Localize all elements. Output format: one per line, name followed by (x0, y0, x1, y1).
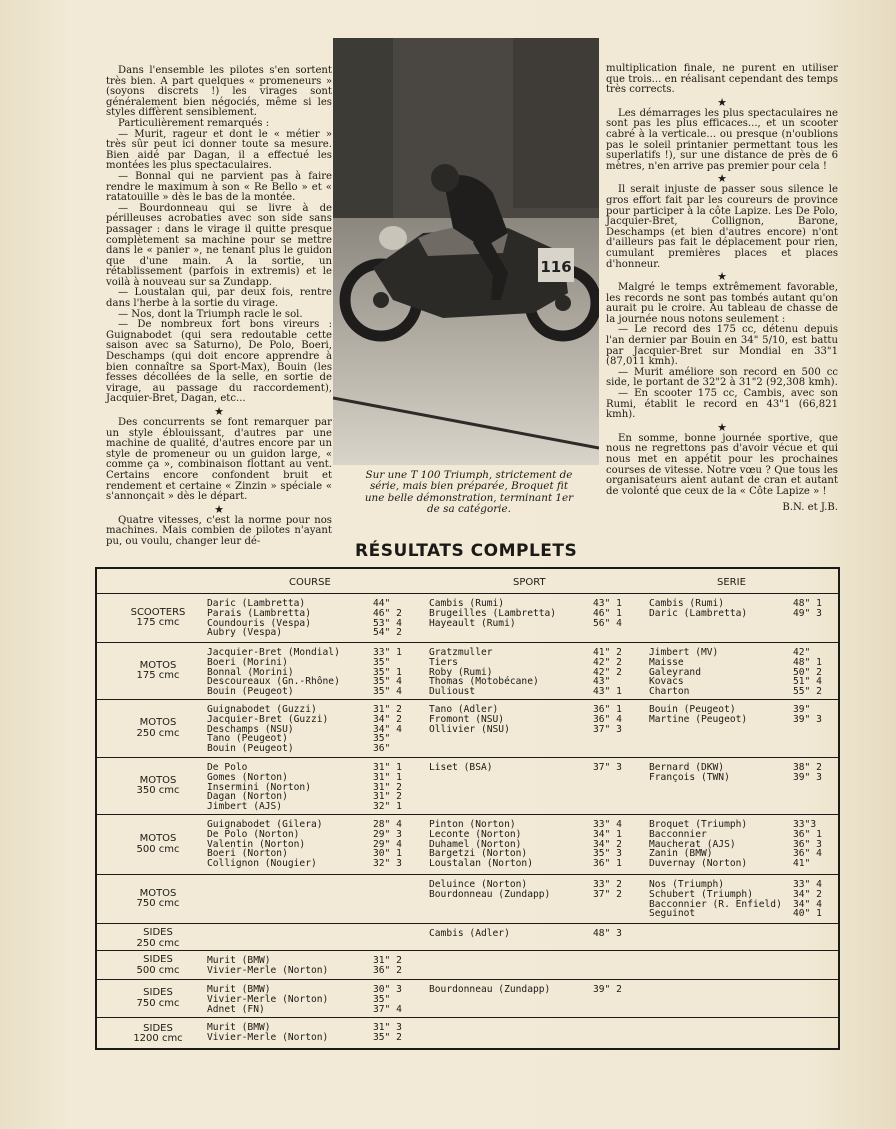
course-names: Murit (BMW) Vivier-Merle (Norton) (207, 1022, 329, 1043)
serie-times: 38" 2 39" 3 (793, 762, 822, 783)
sport-times: 37" 3 (593, 762, 622, 773)
serie-times: 33" 4 34" 2 34" 4 40" 1 (793, 879, 822, 920)
results-row (97, 979, 838, 1018)
sport-times: 33" 4 34" 1 34" 2 35" 3 36" 1 (593, 819, 622, 870)
sport-names: Liset (BSA) (429, 762, 493, 773)
course-names: Guignabodet (Guzzi) Jacquier-Bret (Guzzi) Deschamps (NSU) Tano (Peugeot) Bouin (Peugeot) (207, 704, 329, 755)
paragraph: Des concurrents se font remarquer par un style éblouissant, d'autres par une machine de qualité, d'autres encore par un style de promeneur ou un guidon large, « comme ça », combinaison flottant au vent. Certains encore confondent bruit et rendement et certaine « Zinzin » spéciale « s'annonçait » dès le départ. (106, 417, 332, 503)
results-table (95, 567, 840, 1050)
paragraph: — Bonnal qui ne parvient pas à faire rendre le maximum à son « Re Bello » et « ratatouille » dès le bas de la montée. (106, 170, 332, 204)
serie-names: Nos (Triumph) Schubert (Triumph) Bacconnier (R. Enfield) Seguinot (649, 879, 782, 920)
course-names: Guignabodet (Gilera) De Polo (Norton) Valentin (Norton) Boeri (Norton) Collignon (Nougier) (207, 819, 323, 870)
course-times: 31" 2 34" 2 34" 4 35" 36" (373, 704, 402, 755)
results-row (97, 950, 838, 980)
star-separator: ★ (717, 95, 727, 109)
course-times: 28" 4 29" 3 29" 4 30" 1 32" 3 (373, 819, 402, 870)
serie-times: 42" 48" 1 50" 2 51" 4 55" 2 (793, 647, 822, 698)
results-row (97, 642, 838, 700)
header-course: COURSE (289, 577, 331, 588)
sport-times: 39" 2 (593, 984, 622, 995)
course-names: De Polo Gomes (Norton) Insermini (Norton) Dagan (Norton) Jimbert (AJS) (207, 762, 311, 813)
results-row (97, 923, 838, 951)
paragraph: — De nombreux fort bons vireurs : Guignabodet (qui sera redoutable cette saison avec sa Saturno), De Polo, Boeri, Deschamps (qui doit encore apprendre à bien connaître sa Sport-Max), Bouin (les fesses décollées de la selle, en sortie de virage, au passage du raccordement), Jacquier-Bret, Dagan, etc... (106, 319, 332, 405)
sport-names: Cambis (Adler) (429, 928, 510, 939)
photo-caption: Sur une T 100 Triumph, strictement de série, mais bien préparée, Broquet fit une belle démonstration, terminant 1er de sa catégorie. (364, 469, 574, 516)
serie-times: 48" 1 49" 3 (793, 598, 822, 619)
article-right-column (606, 64, 838, 514)
paragraph: Malgré le temps extrêmement favorable, les records ne sont pas tombés autant qu'on aurait pu le croire. Au tableau de chasse de la journée nous notons seulement : (606, 282, 838, 325)
category-label: MOTOS 350 cmc (136, 774, 180, 796)
course-names: Murit (BMW) Vivier-Merle (Norton) Adnet (FN) (207, 984, 329, 1015)
course-times: 30" 3 35" 37" 4 (373, 984, 402, 1015)
motorcycle-photo (333, 38, 599, 465)
serie-times: 33"3 36" 1 36" 3 36" 4 41" (793, 819, 822, 870)
paragraph: — En scooter 175 cc, Cambis, avec son Rumi, établit le record en 43"1 (66,821 kmh). (606, 388, 838, 421)
paragraph: Les démarrages les plus spectaculaires ne sont pas les plus efficaces..., et un scooter cabré à la verticale... ou presque (n'oublions pas le soleil printanier permettant tous les superlatifs !), sur une distance de près de 6 mètres, n'en arrive pas premier pour cela ! (606, 107, 838, 172)
results-row (97, 593, 838, 643)
results-row (97, 699, 838, 758)
results-row (97, 874, 838, 924)
course-times: 33" 1 35" 35" 1 35" 4 35" 4 (373, 647, 402, 698)
paragraph: — Le record des 175 cc, détenu depuis l'an dernier par Bouin en 34" 5/10, est battu par Jacquier-Bret sur Mondial en 33"1 (87,011 kmh). (606, 324, 838, 368)
serie-names: Cambis (Rumi) Daric (Lambretta) (649, 598, 748, 619)
paragraph: En somme, bonne journée sportive, que nous ne regrettons pas d'avoir vécue et qui nous met en appétit pour les prochaines courses de vitesse. Notre vœu ? Que tous les organisateurs aient autant de cran et autant de volonté que ceux de la « Côte Lapize » ! (606, 432, 838, 497)
star-separator: ★ (214, 502, 224, 516)
category-label: SIDES 1200 cmc (133, 1022, 183, 1044)
motorcycle-illustration (333, 38, 599, 465)
course-times: 31" 2 36" 2 (373, 955, 402, 976)
paragraph: — Loustalan qui, par deux fois, rentre dans l'herbe à la sortie du virage. (106, 287, 332, 310)
paragraph: Quatre vitesses, c'est la norme pour nos machines. Mais combien de pilotes n'ayant pu, ou voulu, changer leur dé- (106, 514, 332, 547)
sport-names: Deluince (Norton) Bourdonneau (Zundapp) (429, 879, 551, 900)
star-separator: ★ (717, 270, 727, 284)
category-label: SIDES 500 cmc (136, 954, 180, 976)
serie-names: Bouin (Peugeot) Martine (Peugeot) (649, 704, 748, 725)
course-times: 31" 3 35" 2 (373, 1022, 402, 1043)
results-row (97, 757, 838, 815)
sport-times: 48" 3 (593, 928, 622, 939)
sport-names: Tano (Adler) Fromont (NSU) Ollivier (NSU) (429, 704, 510, 735)
serie-times: 39" 39" 3 (793, 704, 822, 725)
category-label: MOTOS 750 cmc (136, 887, 180, 909)
header-serie: SERIE (717, 577, 746, 588)
category-label: SIDES 750 cmc (136, 987, 180, 1009)
sport-names: Cambis (Rumi) Brugeilles (Lambretta) Hayeault (Rumi) (429, 598, 557, 629)
course-names: Daric (Lambretta) Parais (Lambretta) Coundouris (Vespa) Aubry (Vespa) (207, 598, 311, 639)
paragraph: Dans l'ensemble les pilotes s'en sortent très bien. A part quelques « promeneurs » (soyons discrets !) les virages sont généralement bien négociés, même si les styles diffèrent sensiblement. (106, 65, 332, 119)
course-times: 31" 1 31" 1 31" 2 31" 2 32" 1 (373, 762, 402, 813)
category-label: MOTOS 500 cmc (136, 833, 180, 855)
sport-names: Pinton (Norton) Leconte (Norton) Duhamel (Norton) Bargetzi (Norton) Loustalan (Norton) (429, 819, 533, 870)
sport-names: Bourdonneau (Zundapp) (429, 984, 551, 995)
sport-times: 41" 2 42" 2 42" 2 43" 43" 1 (593, 647, 622, 698)
paragraph: Il serait injuste de passer sous silence le gros effort fait par les coureurs de province pour participer à la côte Lapize. Les De Polo, Jacquier-Bret, Collignon, Barone, Deschamps (et bien d'autres encore) n'ont d'ailleurs pas fait le déplacement pour rien, cumulant premières places et places d'honneur. (606, 184, 838, 270)
category-label: MOTOS 175 cmc (136, 659, 180, 681)
star-separator: ★ (717, 420, 727, 434)
sport-times: 43" 1 46" 1 56" 4 (593, 598, 622, 629)
race-number: 116 (540, 258, 572, 276)
star-separator: ★ (214, 405, 224, 418)
paragraph: — Murit, rageur et dont le « métier » très sûr peut ici donner toute sa mesure. Bien aidé par Dagan, il a effectué les montées les plus spectaculaires. (106, 128, 332, 172)
author-signature: B.N. et J.B. (782, 502, 838, 514)
sport-times: 33" 2 37" 2 (593, 879, 622, 900)
star-separator: ★ (717, 172, 727, 186)
paragraph: Particulièrement remarqués : (118, 117, 270, 129)
serie-names: Jimbert (MV) Maisse Galeyrand Kovacs Charton (649, 647, 719, 698)
header-sport: SPORT (513, 577, 546, 588)
results-row (97, 1017, 838, 1051)
category-label: SCOOTERS 175 cmc (130, 606, 186, 628)
paragraph: multiplication finale, ne purent en utiliser que trois... en réalisant cependant des temps très corrects. (606, 63, 838, 96)
category-label: SIDES 250 cmc (136, 927, 180, 949)
category-label: MOTOS 250 cmc (136, 717, 180, 739)
serie-names: Bernard (DKW) François (TWN) (649, 762, 730, 783)
course-times: 44" 46" 2 53" 4 54" 2 (373, 598, 402, 639)
course-names: Murit (BMW) Vivier-Merle (Norton) (207, 955, 329, 976)
paragraph: — Murit améliore son record en 500 cc side, le portant de 32"2 à 31"2 (92,308 kmh). (606, 366, 838, 389)
sport-times: 36" 1 36" 4 37" 3 (593, 704, 622, 735)
paragraph: — Bourdonneau qui se livre à de périlleuses acrobaties avec son side sans passager : dans le virage il quitte presque complètement sa machine pour se mettre dans le « panier », ne tenant plus le guidon que d'une main. A la sortie, un rétablissement (parfois in extremis) et le voilà à nouveau sur sa Zundapp. (106, 202, 332, 288)
course-names: Jacquier-Bret (Mondial) Boeri (Morini) Bonnal (Morini) Descoureaux (Gn.-Rhône) Bouin (Peugeot) (207, 647, 340, 698)
results-row (97, 814, 838, 875)
article-left-column (106, 66, 332, 548)
serie-names: Broquet (Triumph) Bacconnier Maucherat (AJS) Zanin (BMW) Duvernay (Norton) (649, 819, 748, 870)
results-title: RÉSULTATS COMPLETS (355, 541, 578, 561)
paragraph: — Nos, dont la Triumph racle le sol. (118, 308, 303, 320)
sport-names: Gratzmuller Tiers Roby (Rumi) Thomas (Motobécane) Dulioust (429, 647, 539, 698)
